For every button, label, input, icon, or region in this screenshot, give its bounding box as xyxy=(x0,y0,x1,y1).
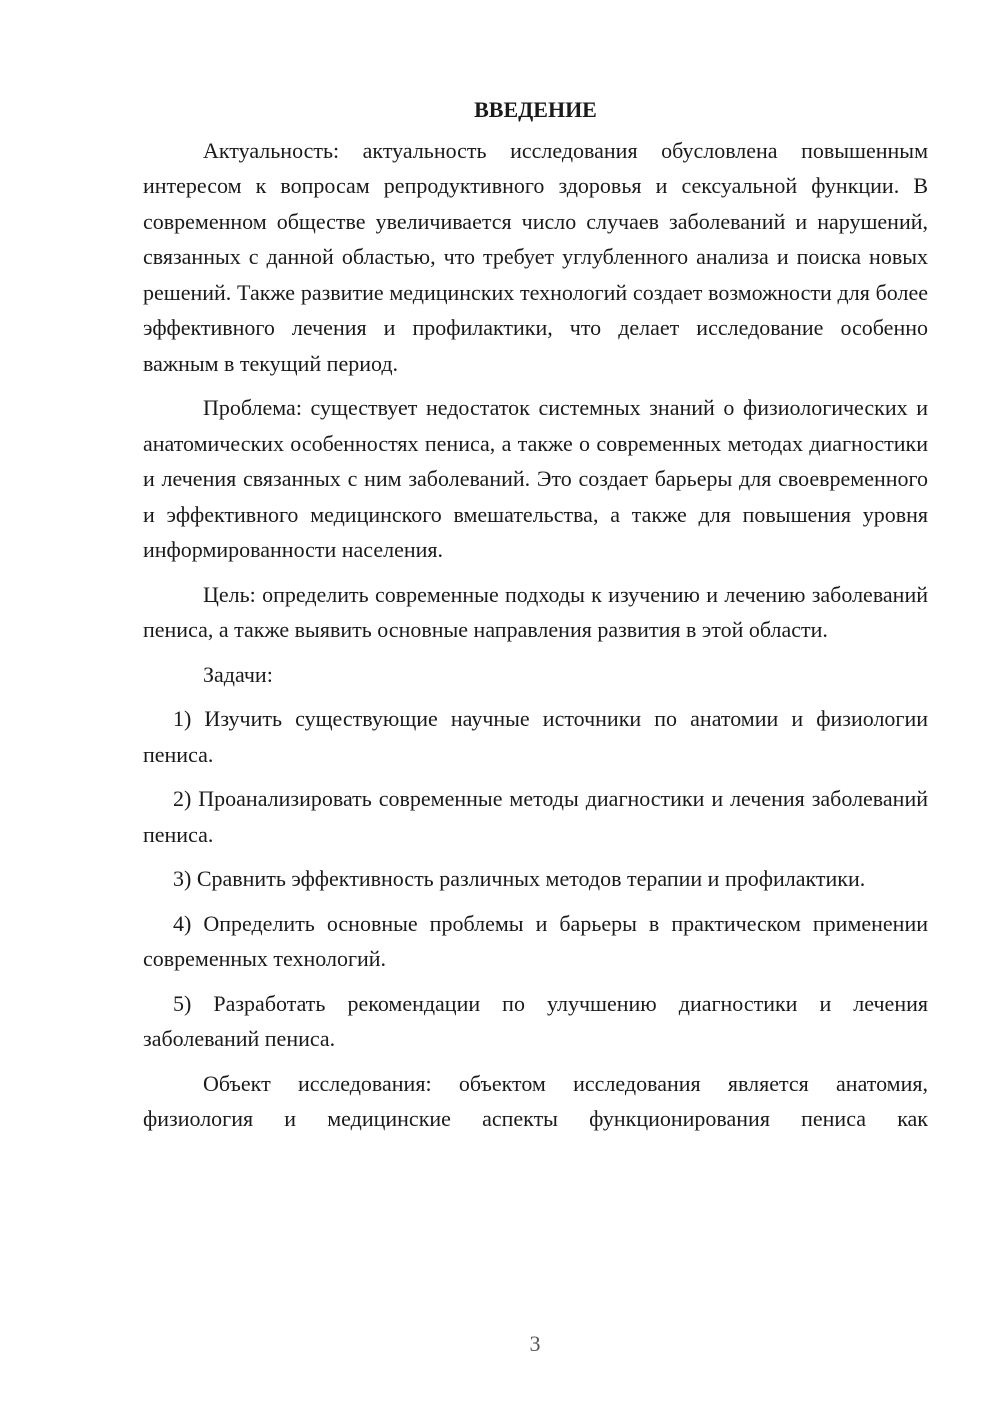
task-item-4: 4) Определить основные проблемы и барьеры в практическом применении современных технологий. xyxy=(143,910,928,971)
object-paragraph: Объект исследования: объектом исследования является анатомия, физиология и медицинские аспекты функционирования пениса как xyxy=(143,1070,928,1131)
problem-paragraph: Проблема: существует недостаток системных знаний о физиологических и анатомических особенностях пениса, а также о современных методах диагностики и лечения связанных с ним заболеваний. Это создает барьеры для своевременного и эффективного медицинского вмешательства, а также для повышения уровня информированности населения. xyxy=(143,395,928,562)
task-item-1: 1) Изучить существующие научные источники по анатомии и физиологии пениса. xyxy=(143,706,928,767)
document-page xyxy=(143,92,928,1146)
task-item-3: 3) Сравнить эффективность различных методов терапии и профилактики. xyxy=(173,866,866,891)
page-number: 3 xyxy=(529,1331,541,1356)
relevance-paragraph: Актуальность: актуальность исследования обусловлена повышенным интересом к вопросам репродуктивного здоровья и сексуальной функции. В современном обществе увеличивается число случаев заболеваний и нарушений, связанных с данной областью, что требует углубленного анализа и поиска новых решений. Также развитие медицинских технологий создает возможности для более эффективного лечения и профилактики, что делает исследование особенно важным в текущий период. xyxy=(143,137,928,376)
task-item-5: 5) Разработать рекомендации по улучшению диагностики и лечения заболеваний пениса. xyxy=(143,990,928,1051)
task-item-2: 2) Проанализировать современные методы диагностики и лечения заболеваний пениса. xyxy=(143,786,928,847)
tasks-heading: Задачи: xyxy=(203,661,273,687)
section-title: ВВЕДЕНИЕ xyxy=(474,97,597,122)
goal-paragraph: Цель: определить современные подходы к изучению и лечению заболеваний пениса, а также выявить основные направления развития в этой области. xyxy=(143,581,928,642)
